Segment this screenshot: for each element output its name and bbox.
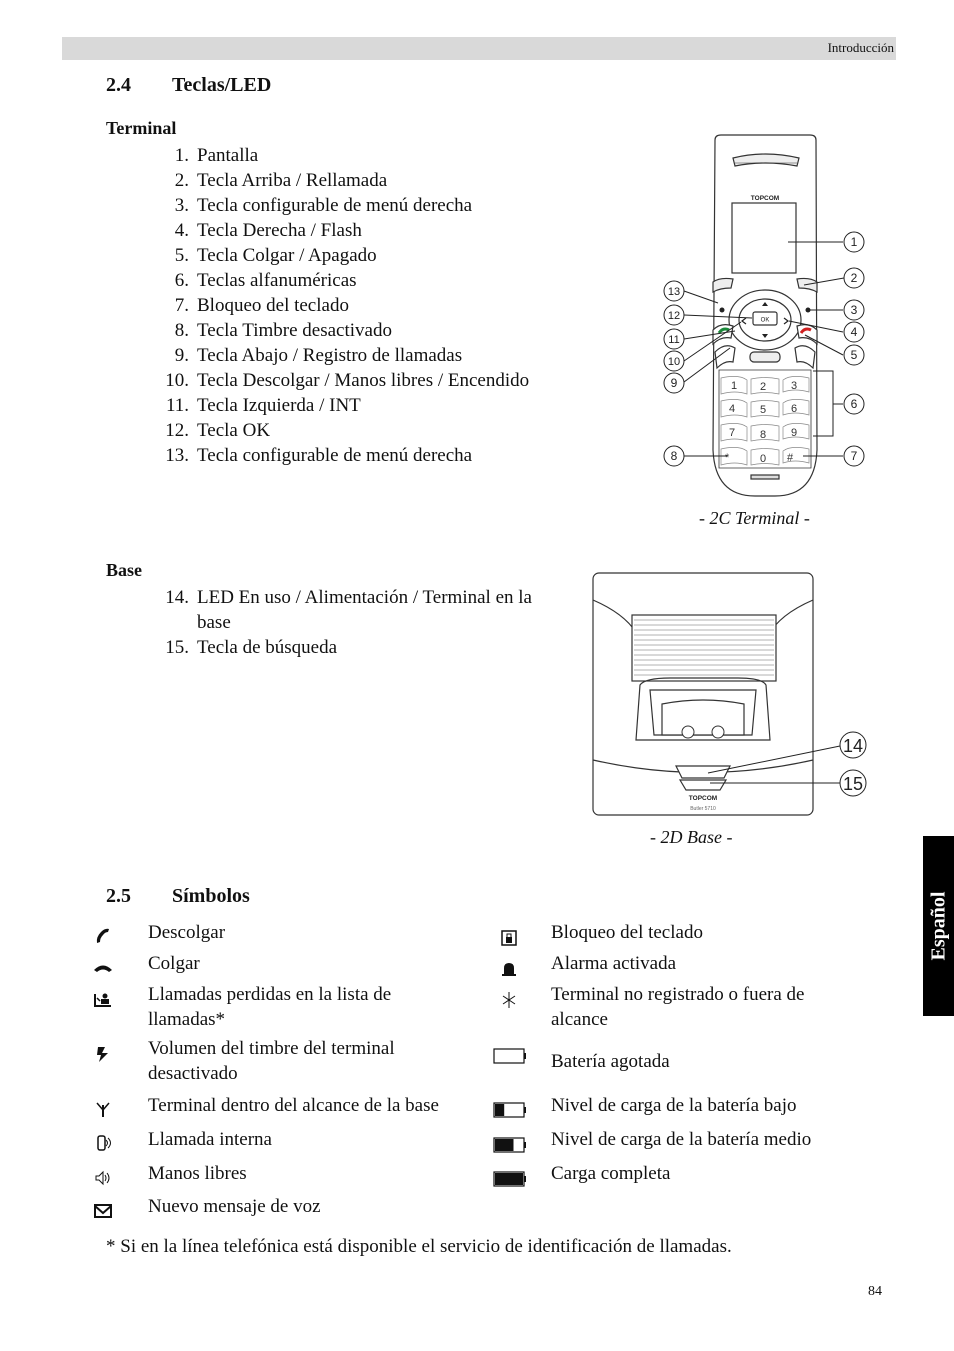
key-5: 5 <box>760 404 767 416</box>
section-title: Símbolos <box>172 885 250 907</box>
phone-offhook-icon <box>93 926 113 946</box>
terminal-heading: Terminal <box>106 118 177 138</box>
key-star: * <box>725 452 730 464</box>
ok-key-label: OK <box>760 317 770 324</box>
list-item: 15. Tecla de búsqueda <box>165 637 338 658</box>
key-9: 9 <box>791 427 798 439</box>
ringer-off-icon <box>93 1044 113 1064</box>
callout-14: 14 <box>842 736 864 756</box>
callout-1: 1 <box>850 235 858 249</box>
list-item: 1. Pantalla <box>174 145 259 166</box>
symbol-text: Llamada interna <box>148 1129 272 1150</box>
symbol-text: Nivel de carga de la batería medio <box>551 1129 812 1150</box>
list-item: 2. Tecla Arriba / Rellamada <box>174 170 388 191</box>
list-item: 3. Tecla configurable de menú derecha <box>174 195 473 216</box>
symbol-text: Colgar <box>148 953 200 974</box>
list-item: 5. Tecla Colgar / Apagado <box>174 245 377 266</box>
section-heading-2-4 <box>106 74 271 97</box>
list-item: 6. Teclas alfanuméricas <box>174 270 357 291</box>
key-6: 6 <box>791 403 798 415</box>
symbol-text: Terminal dentro del alcance de la base <box>148 1095 439 1116</box>
key-8: 8 <box>760 429 767 441</box>
list-item: 12. Tecla OK <box>165 420 271 441</box>
header-bar <box>62 37 896 60</box>
callout-7: 7 <box>850 449 858 463</box>
callout-11: 11 <box>668 334 680 346</box>
battery-full-icon <box>493 1171 527 1187</box>
callout-8: 8 <box>670 449 678 463</box>
symbol-text: Terminal no registrado o fuera de alcance <box>551 984 805 1030</box>
callout-10: 10 <box>667 356 681 368</box>
terminal-key-list <box>164 143 604 468</box>
symbol-text: Alarma activada <box>551 953 677 974</box>
symbol-text: Batería agotada <box>551 1051 670 1072</box>
list-item: 10. Tecla Descolgar / Manos libres / Encendido <box>165 370 530 391</box>
alarm-bell-icon <box>499 959 519 979</box>
key-2: 2 <box>760 381 767 393</box>
symbol-text: Bloqueo del teclado <box>551 922 703 943</box>
key-7: 7 <box>729 427 736 439</box>
side-tab-label: Español <box>927 891 949 961</box>
voicemail-icon <box>93 1201 113 1221</box>
base-figure <box>590 570 875 820</box>
callout-6: 6 <box>850 397 858 411</box>
key-1: 1 <box>731 380 738 392</box>
missed-calls-icon <box>93 990 113 1010</box>
key-4: 4 <box>729 403 736 415</box>
section-number: 2.5 <box>106 885 131 907</box>
no-signal-icon <box>499 990 519 1010</box>
symbol-text: Llamadas perdidas en la lista de llamadas* <box>148 984 392 1030</box>
list-item: 4. Tecla Derecha / Flash <box>174 220 362 241</box>
symbol-text: Nivel de carga de la batería bajo <box>551 1095 797 1116</box>
language-side-tab <box>923 836 954 1016</box>
intercom-icon <box>93 1133 113 1153</box>
section-number: 2.4 <box>106 74 131 96</box>
section-heading-2-5 <box>106 885 250 908</box>
callout-12: 12 <box>667 310 681 322</box>
symbol-text: Descolgar <box>148 922 226 943</box>
key-3: 3 <box>791 380 798 392</box>
callout-5: 5 <box>850 348 858 362</box>
list-item: 7. Bloqueo del teclado <box>174 295 349 316</box>
callout-4: 4 <box>850 325 858 339</box>
key-hash: # <box>787 452 794 464</box>
list-item: 14. LED En uso / Alimentación / Terminal en la base <box>165 587 532 633</box>
base-brand: TOPCOM <box>688 795 718 802</box>
list-item: 8. Tecla Timbre desactivado <box>174 320 392 341</box>
section-title: Teclas/LED <box>172 74 272 96</box>
battery-low-icon <box>493 1102 527 1118</box>
list-item: 9. Tecla Abajo / Registro de llamadas <box>174 345 463 366</box>
callout-13: 13 <box>667 286 681 298</box>
base-model: Butler 5710 <box>690 806 716 812</box>
base-heading: Base <box>106 560 142 580</box>
callout-3: 3 <box>850 303 858 317</box>
footnote: * Si en la línea telefónica está disponible el servicio de identificación de llamadas. <box>106 1236 732 1257</box>
base-figure-caption: - 2D Base - <box>650 827 733 847</box>
key-0: 0 <box>760 453 767 465</box>
list-item: 11. Tecla Izquierda / INT <box>165 395 361 416</box>
keypad-lock-icon <box>499 928 519 948</box>
handset-brand: TOPCOM <box>750 195 780 202</box>
callout-15: 15 <box>842 774 864 794</box>
header-section-label: Introducción <box>827 40 894 55</box>
symbol-text: Volumen del timbre del terminal desactivado <box>148 1038 395 1084</box>
battery-empty-icon <box>493 1048 527 1064</box>
symbol-text: Manos libres <box>148 1163 247 1184</box>
callout-9: 9 <box>670 376 678 390</box>
speaker-icon <box>93 1168 113 1188</box>
handset-figure <box>655 130 875 505</box>
terminal-figure-caption: - 2C Terminal - <box>699 508 810 528</box>
antenna-icon <box>93 1099 113 1119</box>
base-key-list <box>164 585 564 660</box>
phone-hangup-icon <box>93 957 113 977</box>
symbol-text: Nuevo mensaje de voz <box>148 1196 321 1217</box>
symbol-text: Carga completa <box>551 1163 671 1184</box>
page-number: 84 <box>868 1284 882 1299</box>
callout-2: 2 <box>850 271 858 285</box>
list-item: 13. Tecla configurable de menú derecha <box>165 445 473 466</box>
battery-medium-icon <box>493 1137 527 1153</box>
